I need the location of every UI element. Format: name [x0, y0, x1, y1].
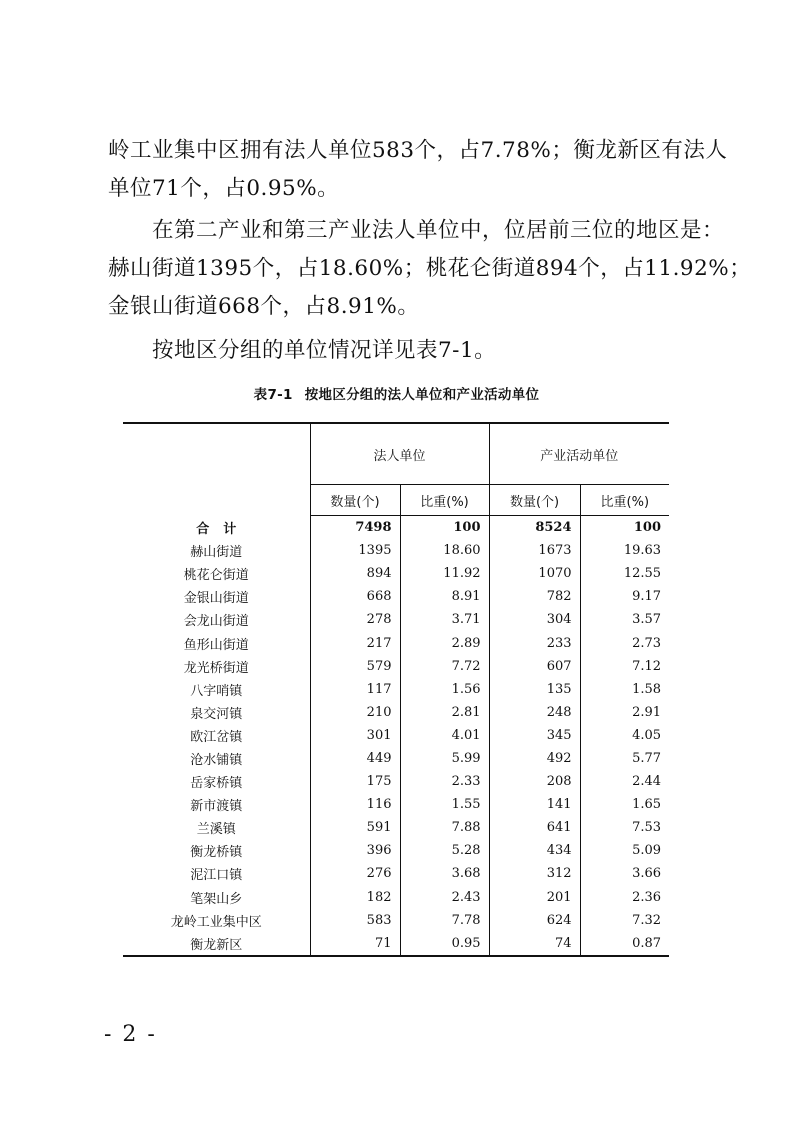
units-by-region-table — [123, 422, 669, 957]
legal-count: 894 — [310, 562, 400, 585]
activity-count: 1673 — [489, 539, 580, 562]
table-caption — [0, 383, 793, 403]
region-name: 泥江口镇 — [190, 868, 243, 884]
legal-share: 2.43 — [400, 886, 489, 909]
region-name: 沧水铺镇 — [190, 752, 243, 768]
table-row — [123, 539, 669, 562]
activity-count: 208 — [489, 770, 580, 793]
activity-share: 0.87 — [580, 932, 669, 956]
activity-share: 12.55 — [580, 562, 669, 585]
activity-count: 345 — [489, 724, 580, 747]
table-row — [123, 562, 669, 585]
legal-count: 301 — [310, 724, 400, 747]
text-line: 单位71个，占0.95%。 — [108, 176, 340, 201]
page-number: - 2 - — [104, 1022, 157, 1047]
legal-share: 3.71 — [400, 608, 489, 631]
region-name: 衡龙桥镇 — [190, 845, 243, 861]
legal-share: 11.92 — [400, 562, 489, 585]
legal-count: 217 — [310, 631, 400, 654]
region-header-cell — [123, 423, 310, 516]
legal-share: 2.89 — [400, 631, 489, 654]
activity-count: 74 — [489, 932, 580, 956]
activity-count: 607 — [489, 655, 580, 678]
legal-count: 1395 — [310, 539, 400, 562]
activity-share: 2.73 — [580, 631, 669, 654]
legal-share: 7.78 — [400, 909, 489, 932]
region-name: 鱼形山街道 — [183, 637, 249, 653]
table-row — [123, 816, 669, 839]
total-label: 合计 — [196, 521, 251, 537]
legal-count: 591 — [310, 816, 400, 839]
activity-share: 7.12 — [580, 655, 669, 678]
text-line: 岭工业集中区拥有法人单位583个，占7.78%；衡龙新区有法人 — [108, 138, 728, 163]
activity-share-header: 比重(%) — [580, 485, 669, 516]
table-row — [123, 793, 669, 816]
activity-count: 201 — [489, 886, 580, 909]
region-name: 龙光桥街道 — [183, 660, 249, 676]
legal-count-header: 数量(个) — [310, 485, 400, 516]
total-row — [123, 516, 669, 540]
region-name: 衡龙新区 — [123, 932, 310, 956]
paragraph-continuation — [108, 132, 728, 208]
table-title: 按地区分组的法人单位和产业活动单位 — [304, 387, 540, 403]
text-line: 按地区分组的单位情况详见表7-1。 — [108, 338, 497, 363]
table-row — [123, 631, 669, 654]
table-row — [123, 678, 669, 701]
activity-count: 248 — [489, 701, 580, 724]
activity-share: 2.91 — [580, 701, 669, 724]
legal-share: 5.99 — [400, 747, 489, 770]
legal-count: 71 — [310, 932, 400, 956]
table-row — [123, 701, 669, 724]
activity-share: 2.44 — [580, 770, 669, 793]
text-line: 在第二产业和第三产业法人单位中，位居前三位的地区是： — [108, 218, 725, 243]
paragraph-top-regions — [108, 212, 752, 326]
activity-share: 1.58 — [580, 678, 669, 701]
activity-share: 7.32 — [580, 909, 669, 932]
legal-share: 4.01 — [400, 724, 489, 747]
legal-share: 18.60 — [400, 539, 489, 562]
table-number: 表7-1 — [253, 387, 293, 403]
legal-count: 583 — [310, 909, 400, 932]
legal-count: 449 — [310, 747, 400, 770]
activity-share: 4.05 — [580, 724, 669, 747]
legal-count: 175 — [310, 770, 400, 793]
activity-share: 5.77 — [580, 747, 669, 770]
legal-share: 1.55 — [400, 793, 489, 816]
legal-count: 396 — [310, 839, 400, 862]
legal-share: 8.91 — [400, 585, 489, 608]
legal-share: 0.95 — [400, 932, 489, 956]
activity-count-header: 数量(个) — [489, 485, 580, 516]
table-row — [123, 724, 669, 747]
activity-count: 782 — [489, 585, 580, 608]
total-legal-share: 100 — [400, 516, 489, 540]
table-row — [123, 839, 669, 862]
legal-count: 116 — [310, 793, 400, 816]
table-body — [123, 516, 669, 956]
legal-share: 2.81 — [400, 701, 489, 724]
text-line: 赫山街道1395个，占18.60%；桃花仑街道894个，占11.92%； — [108, 256, 752, 281]
legal-count: 210 — [310, 701, 400, 724]
activity-count: 233 — [489, 631, 580, 654]
activity-count: 434 — [489, 839, 580, 862]
region-name: 桃花仑街道 — [183, 568, 249, 584]
text-line: 金银山街道668个，占8.91%。 — [108, 294, 420, 319]
activity-share: 1.65 — [580, 793, 669, 816]
activity-count: 641 — [489, 816, 580, 839]
legal-count: 276 — [310, 862, 400, 885]
legal-share: 7.72 — [400, 655, 489, 678]
activity-units-header: 产业活动单位 — [489, 423, 669, 485]
legal-share: 3.68 — [400, 862, 489, 885]
region-name: 赫山街道 — [190, 545, 243, 561]
activity-share: 3.66 — [580, 862, 669, 885]
activity-share: 3.57 — [580, 608, 669, 631]
legal-share: 5.28 — [400, 839, 489, 862]
activity-share: 19.63 — [580, 539, 669, 562]
table-row — [123, 932, 669, 956]
activity-share: 2.36 — [580, 886, 669, 909]
region-name: 岳家桥镇 — [190, 776, 243, 792]
activity-count: 492 — [489, 747, 580, 770]
activity-count: 312 — [489, 862, 580, 885]
table-row — [123, 770, 669, 793]
table-row — [123, 585, 669, 608]
activity-count: 135 — [489, 678, 580, 701]
total-activity-count: 8524 — [489, 516, 580, 540]
legal-units-header: 法人单位 — [310, 423, 489, 485]
legal-share: 2.33 — [400, 770, 489, 793]
legal-share-header: 比重(%) — [400, 485, 489, 516]
table-row — [123, 747, 669, 770]
activity-count: 141 — [489, 793, 580, 816]
legal-share: 1.56 — [400, 678, 489, 701]
legal-count: 117 — [310, 678, 400, 701]
table-row — [123, 608, 669, 631]
activity-count: 624 — [489, 909, 580, 932]
region-name: 金银山街道 — [183, 591, 249, 607]
activity-share: 7.53 — [580, 816, 669, 839]
table-row — [123, 655, 669, 678]
total-legal-count: 7498 — [310, 516, 400, 540]
region-name: 欧江岔镇 — [190, 729, 243, 745]
activity-count: 1070 — [489, 562, 580, 585]
activity-share: 5.09 — [580, 839, 669, 862]
legal-count: 668 — [310, 585, 400, 608]
table-row — [123, 909, 669, 932]
legal-count: 278 — [310, 608, 400, 631]
region-name: 龙岭工业集中区 — [170, 914, 262, 930]
region-name: 会龙山街道 — [183, 614, 249, 630]
region-name: 八字哨镇 — [190, 683, 243, 699]
activity-count: 304 — [489, 608, 580, 631]
table-row — [123, 862, 669, 885]
paragraph-table-reference — [108, 332, 698, 370]
region-name: 新市渡镇 — [190, 799, 243, 815]
table-row — [123, 886, 669, 909]
region-name: 兰溪镇 — [196, 822, 236, 838]
activity-share: 9.17 — [580, 585, 669, 608]
legal-count: 579 — [310, 655, 400, 678]
legal-count: 182 — [310, 886, 400, 909]
region-name: 笔架山乡 — [190, 891, 243, 907]
total-activity-share: 100 — [580, 516, 669, 540]
legal-share: 7.88 — [400, 816, 489, 839]
region-name: 泉交河镇 — [190, 706, 243, 722]
